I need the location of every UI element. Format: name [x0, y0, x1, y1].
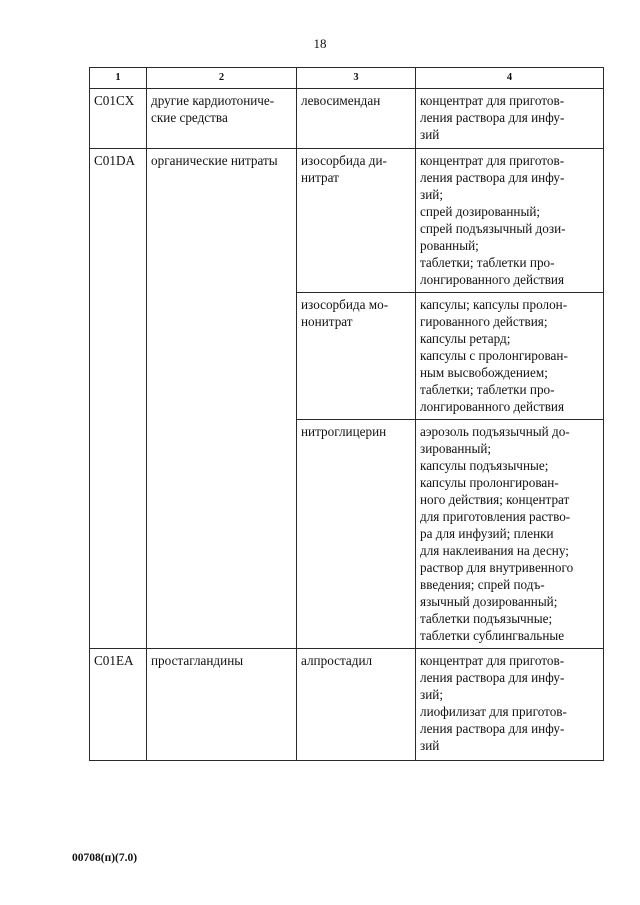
atc-group: простагландины [147, 649, 297, 761]
drug-name: изосорбида мо- нонитрат [297, 293, 416, 420]
column-header-1: 1 [90, 68, 147, 89]
drug-name: нитроглицерин [297, 420, 416, 649]
table-row [90, 89, 604, 149]
atc-code: C01DA [90, 149, 147, 649]
table-row [90, 149, 604, 293]
table-row [90, 649, 604, 761]
document-code: 00708(п)(7.0) [72, 852, 138, 864]
page-number: 18 [313, 36, 327, 51]
atc-group: другие кардиотониче- ские средства [147, 89, 297, 149]
atc-code: C01CX [90, 89, 147, 149]
atc-group: органические нитраты [147, 149, 297, 649]
drug-name: алпростадил [297, 649, 416, 761]
drug-name: левосимендан [297, 89, 416, 149]
dosage-forms: аэрозоль подъязычный до- зированный; капсулы подъязычные; капсулы пролонгирован- ного действия; концентрат для приготовления раство- ра для инфузий; пленки для наклеивания на десну; раствор для внутривенного введения; спрей подъ- язычный дозированный; таблетки подъязычные; таблетки сублингвальные [416, 420, 604, 649]
dosage-forms: концентрат для приготов- ления раствора для инфу- зий; спрей дозированный; спрей подъязычный дози- рованный; таблетки; таблетки про- лонгированного действия [416, 149, 604, 293]
dosage-forms: концентрат для приготов- ления раствора для инфу- зий [416, 89, 604, 149]
dosage-forms: концентрат для приготов- ления раствора для инфу- зий; лиофилизат для приготов- ления раствора для инфу- зий [416, 649, 604, 761]
table-header-row [90, 68, 604, 89]
dosage-forms: капсулы; капсулы пролон- гированного действия; капсулы ретард; капсулы с пролонгирован- ным высвобождением; таблетки; таблетки про- лонгированного действия [416, 293, 604, 420]
drug-name: изосорбида ди- нитрат [297, 149, 416, 293]
atc-code: C01EA [90, 649, 147, 761]
column-header-3: 3 [297, 68, 416, 89]
column-header-2: 2 [147, 68, 297, 89]
drug-table [89, 67, 604, 761]
column-header-4: 4 [416, 68, 604, 89]
